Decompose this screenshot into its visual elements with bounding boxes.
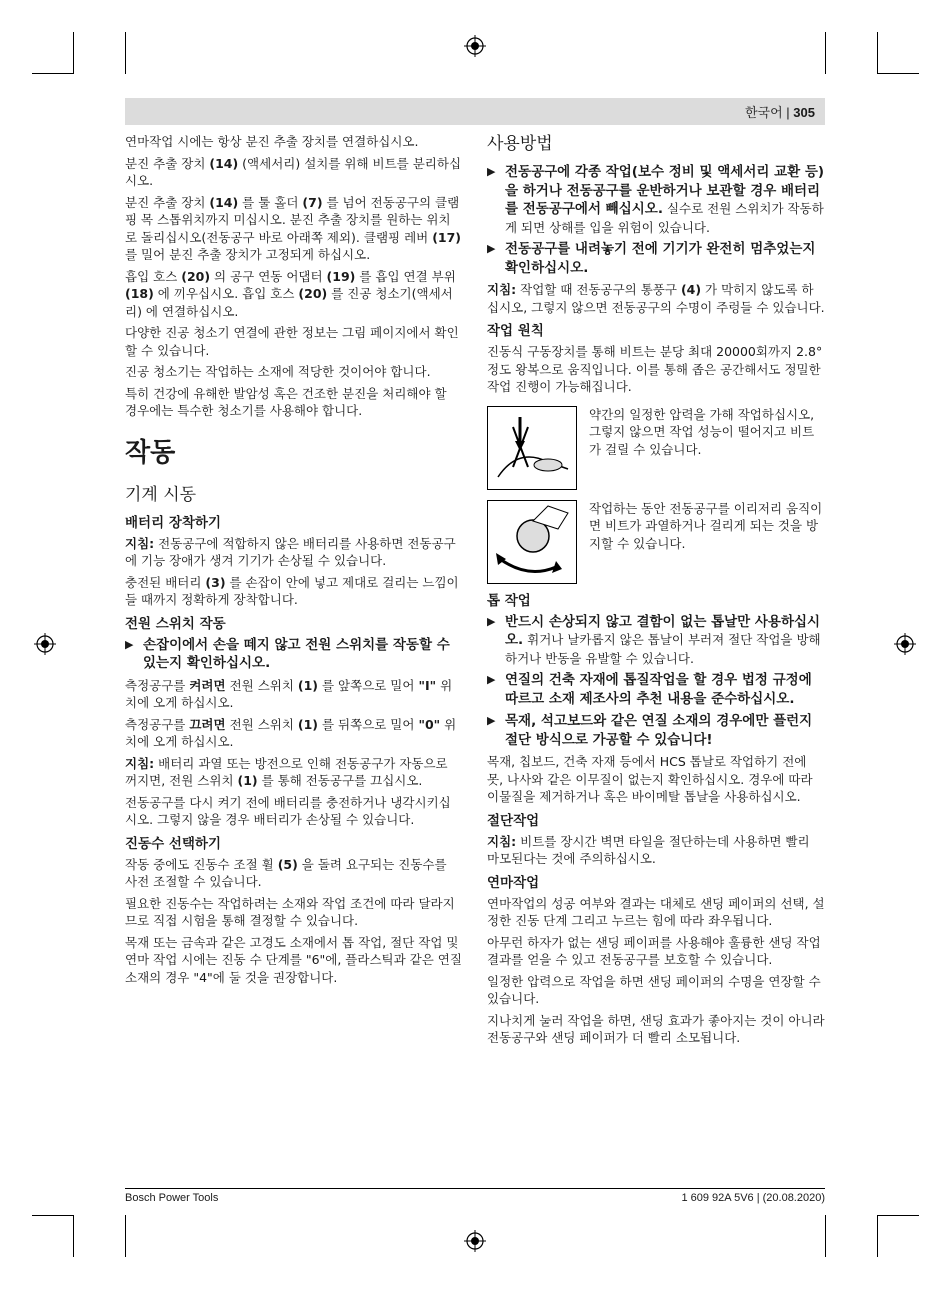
registration-mark-icon (894, 633, 916, 655)
illustration-row (487, 406, 825, 490)
crop-mark (877, 1215, 878, 1257)
warning-bullet: ▶ 손잡이에서 손을 떼지 않고 전원 스위치를 작동할 수 있는지 확인하십시오. (125, 636, 450, 671)
heading-saw: 톱 작업 (487, 592, 531, 609)
paragraph: 측정공구를 켜려면 전원 스위치 (1) 를 앞쪽으로 밀어 "I" 위치에 오게 하십시오. (125, 677, 453, 710)
header-language: 한국어 (745, 105, 783, 120)
note: 지침: 배터리 과열 또는 방전으로 인해 전동공구가 자동으로 꺼지면, 전원 스위치 (1) 를 통해 전동공구를 끄십시오. (125, 755, 448, 788)
left-column (125, 133, 462, 990)
note: 지침: 전동공구에 적합하지 않은 배터리를 사용하면 전동공구에 기능 장애가 생겨 기기가 손상될 수 있습니다. (125, 535, 456, 568)
warning-bullet: ▶ 전동공구를 내려놓기 전에 기기가 완전히 멈추었는지 확인하십시오. (487, 241, 816, 276)
paragraph: 특히 건강에 유해한 발암성 혹은 건조한 분진을 처리해야 할 경우에는 특수한 청소기를 사용해야 합니다. (125, 385, 447, 418)
illustration-row (487, 500, 825, 584)
paragraph: 분진 추출 장치 (14) (액세서리) 설치를 위해 비트를 분리하십시오. (125, 155, 462, 188)
heading-battery: 배터리 장착하기 (125, 514, 221, 531)
footer-doc-number: 1 609 92A 5V6 | (20.08.2020) (681, 1192, 825, 1204)
paragraph: 연마작업 시에는 항상 분진 추출 장치를 연결하십시오. (125, 134, 419, 149)
right-column (487, 133, 825, 1051)
registration-mark-icon (34, 633, 56, 655)
paragraph: 진동식 구동장치를 통해 비트는 분당 최대 20000회까지 2.8° 정도 왕복으로 움직입니다. 이를 통해 좁은 공간해서도 정밀한 작업 진행이 가능해집니다. (487, 344, 823, 394)
crop-mark (825, 1215, 826, 1257)
paragraph: 충전된 배터리 (3) 를 손잡이 안에 넣고 제대로 걸리는 느낌이 들 때까지 정확하게 장착합니다. (125, 574, 459, 607)
paragraph: 목재, 칩보드, 건축 자재 등에서 HCS 톱날로 작업하기 전에 못, 나사와 같은 이무질이 없는지 확인하십시오. 경우에 따라 이물질을 제거하거나 혹은 바이메탈 톱날을 사용하십시오. (487, 754, 813, 804)
paragraph: 일정한 압력으로 작업을 하면 샌딩 페이퍼의 수명을 연장할 수 있습니다. (487, 973, 821, 1006)
paragraph: 분진 추출 장치 (14) 를 툴 홀더 (7) 를 넘어 전동공구의 클램핑 목 스톱위치까지 미십시오. 분진 추출 장치를 원하는 위치로 돌리십시오(전동공구 바로 아래쪽 제외). 클램핑 레버 (17) 를 밀어 분진 추출 장치가 고정되게 하십시오. (125, 194, 462, 262)
crop-mark (825, 32, 826, 74)
registration-mark-icon (464, 1230, 486, 1252)
footer-rule (125, 1188, 825, 1189)
bullet-arrow-icon: ▶ (487, 714, 496, 727)
paragraph: 다양한 진공 청소기 연결에 관한 정보는 그림 페이지에서 확인할 수 있습니다. (125, 325, 459, 358)
crop-mark (877, 1215, 919, 1216)
heading-cut: 절단작업 (487, 812, 540, 829)
subsection-title: 기계 시동 (125, 484, 197, 505)
illustration-caption: 작업하는 동안 전동공구를 이리저리 움직이면 비트가 과열하거나 걸리게 되는 것을 방지할 수 있습니다. (589, 500, 823, 551)
registration-mark-icon (464, 35, 486, 57)
paragraph: 지나치게 눌러 작업을 하면, 샌딩 효과가 좋아지는 것이 아니라 전동공구와 샌딩 페이퍼가 더 빨리 소모됩니다. (487, 1012, 825, 1045)
header-text: 한국어 | 305 (745, 105, 815, 120)
bullet-arrow-icon: ▶ (487, 165, 496, 178)
bullet-arrow-icon: ▶ (487, 242, 496, 255)
page-number: 305 (793, 105, 815, 120)
paragraph: 작동 중에도 진동수 조절 휠 (5) 을 돌려 요구되는 진동수를 사전 조절할 수 있습니다. (125, 856, 447, 889)
paragraph: 전동공구를 다시 켜기 전에 배터리를 충전하거나 냉각시키십시오. 그렇지 않을 경우 배터리가 손상될 수 있습니다. (125, 794, 451, 827)
paragraph: 진공 청소기는 작업하는 소재에 적당한 것이어야 합니다. (125, 364, 431, 379)
no-pressure-illustration-icon (487, 406, 577, 490)
paragraph: 아무런 하자가 없는 샌딩 페이퍼를 사용해야 훌륭한 샌딩 작업 결과를 얻을 수 있고 전동공구를 보호할 수 있습니다. (487, 934, 821, 967)
heading-power-switch: 전원 스위치 작동 (125, 615, 226, 632)
heading-sand: 연마작업 (487, 874, 540, 891)
note: 지침: 작업할 때 전동공구의 통풍구 (4) 가 막히지 않도록 하십시오, 그렇지 않으면 전동공구의 수명이 주렁들 수 있습니다. (487, 282, 825, 315)
warning-bullet: ▶ 전동공구에 각종 작업(보수 정비 및 액세서리 교환 등)을 하거나 전동공구를 운반하거나 보관할 경우 배터리를 전동공구에서 빼십시오. 실수로 전원 스위치가 작동하게 되면 상해를 입을 위험이 있습니다. (487, 164, 825, 235)
paragraph: 필요한 진동수는 작업하려는 소재와 작업 조건에 따라 달라지므로 직접 시험을 통해 결정할 수 있습니다. (125, 895, 455, 928)
crop-mark (125, 32, 126, 74)
heading-principle: 작업 원칙 (487, 323, 544, 339)
warning-bullet: ▶ 목재, 석고보드와 같은 연질 소재의 경우에만 플런지 절단 방식으로 가공할 수 있습니다! (487, 713, 813, 748)
crop-mark (877, 73, 919, 74)
crop-mark (32, 73, 74, 74)
crop-mark (73, 1215, 74, 1257)
move-tool-illustration-icon (487, 500, 577, 584)
bullet-arrow-icon: ▶ (125, 637, 134, 651)
illustration-caption: 약간의 일정한 압력을 가해 작업하십시오, 그렇지 않으면 작업 성능이 떨어지고 비트가 걸릴 수 있습니다. (589, 406, 815, 457)
crop-mark (32, 1215, 74, 1216)
warning-bullet: ▶ 연질의 건축 자재에 톱질작업을 할 경우 법정 규정에 따르고 소재 제조사의 추천 내용을 준수하십시오. (487, 672, 812, 707)
bullet-arrow-icon: ▶ (487, 673, 496, 686)
usage-title: 사용방법 (487, 134, 553, 154)
crop-mark (125, 1215, 126, 1257)
note: 지침: 비트를 장시간 벽면 타일을 절단하는데 사용하면 빨리 마모된다는 것에 주의하십시오. (487, 833, 810, 866)
heading-speed: 진동수 선택하기 (125, 835, 221, 852)
paragraph: 측정공구를 끄려면 전원 스위치 (1) 를 뒤쪽으로 밀어 "0" 위치에 오게 하십시오. (125, 716, 457, 749)
bullet-arrow-icon: ▶ (487, 614, 496, 628)
paragraph: 목재 또는 금속과 같은 고경도 소재에서 톱 작업, 절단 작업 및 연마 작업 시에는 진동 수 단계를 "6"에, 플라스틱과 같은 연질 소재의 경우 "4"에 둘 것을 권장합니다. (125, 934, 462, 985)
page-header (125, 98, 825, 125)
section-title: 작동 (125, 437, 176, 468)
footer-brand: Bosch Power Tools (125, 1192, 219, 1204)
crop-mark (73, 32, 74, 74)
paragraph: 연마작업의 성공 여부와 결과는 대체로 샌딩 페이퍼의 선택, 설정한 진동 단계 그리고 누르는 힘에 따라 좌우됩니다. (487, 895, 825, 928)
crop-mark (877, 32, 878, 74)
paragraph: 흡입 호스 (20) 의 공구 연동 어댑터 (19) 를 흡입 연결 부위 (18) 에 끼우십시오. 흡입 호스 (20) 를 진공 청소기(액세서리) 에 연결하십시오. (125, 268, 456, 319)
warning-bullet: ▶ 반드시 손상되지 않고 결함이 없는 톱날만 사용하십시오. 휘거나 날카롭지 않은 톱날이 부러져 절단 작업을 방해하거나 반동을 유발할 수 있습니다. (487, 613, 821, 666)
